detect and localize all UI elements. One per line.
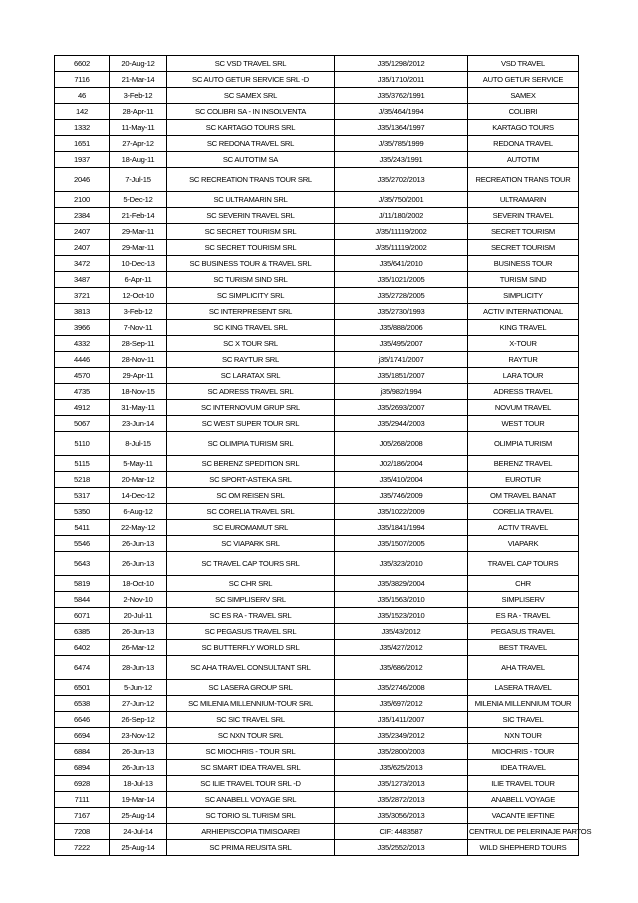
- company-name-cell: SC OLIMPIA TURISM SRL: [167, 432, 335, 456]
- license-number-cell: 1651: [55, 136, 110, 152]
- issue-date-cell: 28-Apr-11: [110, 104, 167, 120]
- issue-date-cell: 3-Feb-12: [110, 304, 167, 320]
- table-row: [55, 368, 579, 384]
- license-number-cell: 7222: [55, 840, 110, 856]
- brand-name-cell: ES RA - TRAVEL: [468, 608, 579, 624]
- company-name-cell: SC OM REISEN SRL: [167, 488, 335, 504]
- company-name-cell: SC KING TRAVEL SRL: [167, 320, 335, 336]
- company-name-cell: SC BUSINESS TOUR & TRAVEL SRL: [167, 256, 335, 272]
- brand-name-cell: ULTRAMARIN: [468, 192, 579, 208]
- registration-number-cell: J35/2730/1993: [335, 304, 468, 320]
- brand-name-cell: ILIE TRAVEL TOUR: [468, 776, 579, 792]
- table-row: [55, 256, 579, 272]
- issue-date-cell: 7-Nov-11: [110, 320, 167, 336]
- company-name-cell: SC X TOUR SRL: [167, 336, 335, 352]
- brand-name-cell: BUSINESS TOUR: [468, 256, 579, 272]
- table-row: [55, 432, 579, 456]
- table-row: [55, 728, 579, 744]
- company-name-cell: SC LASERA GROUP SRL: [167, 680, 335, 696]
- issue-date-cell: 29-Mar-11: [110, 240, 167, 256]
- brand-name-cell: ACTIV INTERNATIONAL: [468, 304, 579, 320]
- brand-name-cell: WEST TOUR: [468, 416, 579, 432]
- issue-date-cell: 26-Jun-13: [110, 552, 167, 576]
- issue-date-cell: 18-Jul-13: [110, 776, 167, 792]
- company-name-cell: SC SIMPLICITY SRL: [167, 288, 335, 304]
- registration-number-cell: J35/2349/2012: [335, 728, 468, 744]
- company-name-cell: SC RECREATION TRANS TOUR SRL: [167, 168, 335, 192]
- table-row: [55, 224, 579, 240]
- registration-number-cell: J02/186/2004: [335, 456, 468, 472]
- brand-name-cell: ANABELL VOYAGE: [468, 792, 579, 808]
- table-row: [55, 488, 579, 504]
- table-row: [55, 608, 579, 624]
- registration-number-cell: J35/410/2004: [335, 472, 468, 488]
- license-number-cell: 6501: [55, 680, 110, 696]
- license-number-cell: 6646: [55, 712, 110, 728]
- company-name-cell: SC PRIMA REUSITA SRL: [167, 840, 335, 856]
- registration-number-cell: J35/625/2013: [335, 760, 468, 776]
- registration-number-cell: J35/1851/2007: [335, 368, 468, 384]
- brand-name-cell: IDEA TRAVEL: [468, 760, 579, 776]
- issue-date-cell: 3-Feb-12: [110, 88, 167, 104]
- issue-date-cell: 21-Mar-14: [110, 72, 167, 88]
- company-name-cell: SC ULTRAMARIN SRL: [167, 192, 335, 208]
- brand-name-cell: BERENZ TRAVEL: [468, 456, 579, 472]
- registration-number-cell: J35/43/2012: [335, 624, 468, 640]
- brand-name-cell: KARTAGO TOURS: [468, 120, 579, 136]
- registration-number-cell: J35/1021/2005: [335, 272, 468, 288]
- company-name-cell: SC AUTO GETUR SERVICE SRL -D: [167, 72, 335, 88]
- brand-name-cell: WILD SHEPHERD TOURS: [468, 840, 579, 856]
- company-name-cell: SC ADRESS TRAVEL SRL: [167, 384, 335, 400]
- company-name-cell: SC TORIO SL TURISM SRL: [167, 808, 335, 824]
- company-name-cell: SC TRAVEL CAP TOURS SRL: [167, 552, 335, 576]
- brand-name-cell: X-TOUR: [468, 336, 579, 352]
- issue-date-cell: 18-Nov-15: [110, 384, 167, 400]
- table-row: [55, 320, 579, 336]
- license-number-cell: 6385: [55, 624, 110, 640]
- registration-number-cell: J35/686/2012: [335, 656, 468, 680]
- table-row: [55, 552, 579, 576]
- license-number-cell: 7116: [55, 72, 110, 88]
- brand-name-cell: AUTO GETUR SERVICE: [468, 72, 579, 88]
- table-row: [55, 288, 579, 304]
- registration-number-cell: J/35/750/2001: [335, 192, 468, 208]
- license-number-cell: 46: [55, 88, 110, 104]
- table-row: [55, 504, 579, 520]
- registration-number-cell: J35/2800/2003: [335, 744, 468, 760]
- registration-number-cell: J35/1507/2005: [335, 536, 468, 552]
- license-number-cell: 4570: [55, 368, 110, 384]
- issue-date-cell: 31-May-11: [110, 400, 167, 416]
- company-name-cell: SC COLIBRI SA - IN INSOLVENTA: [167, 104, 335, 120]
- license-number-cell: 5643: [55, 552, 110, 576]
- company-name-cell: ARHIEPISCOPIA TIMISOAREI: [167, 824, 335, 840]
- license-number-cell: 5110: [55, 432, 110, 456]
- license-number-cell: 1937: [55, 152, 110, 168]
- company-name-cell: SC VSD TRAVEL SRL: [167, 56, 335, 72]
- license-number-cell: 4912: [55, 400, 110, 416]
- license-number-cell: 4735: [55, 384, 110, 400]
- brand-name-cell: SAMEX: [468, 88, 579, 104]
- issue-date-cell: 28-Sep-11: [110, 336, 167, 352]
- issue-date-cell: 23-Jun-14: [110, 416, 167, 432]
- company-name-cell: SC ES RA - TRAVEL SRL: [167, 608, 335, 624]
- brand-name-cell: TURISM SIND: [468, 272, 579, 288]
- company-name-cell: SC AUTOTIM SA: [167, 152, 335, 168]
- brand-name-cell: CHR: [468, 576, 579, 592]
- registration-number-cell: J35/427/2012: [335, 640, 468, 656]
- registration-number-cell: J35/1022/2009: [335, 504, 468, 520]
- company-name-cell: SC SPORT-ASTEKA SRL: [167, 472, 335, 488]
- table-row: [55, 104, 579, 120]
- registration-number-cell: J35/3056/2013: [335, 808, 468, 824]
- table-row: [55, 456, 579, 472]
- company-name-cell: SC SEVERIN TRAVEL SRL: [167, 208, 335, 224]
- license-number-cell: 6602: [55, 56, 110, 72]
- license-number-cell: 5411: [55, 520, 110, 536]
- brand-name-cell: NOVUM TRAVEL: [468, 400, 579, 416]
- registration-number-cell: J35/1710/2011: [335, 72, 468, 88]
- license-number-cell: 142: [55, 104, 110, 120]
- table-row: [55, 536, 579, 552]
- issue-date-cell: 23-Nov-12: [110, 728, 167, 744]
- registration-number-cell: J35/2552/2013: [335, 840, 468, 856]
- table-row: [55, 208, 579, 224]
- issue-date-cell: 2-Nov-10: [110, 592, 167, 608]
- issue-date-cell: 14-Dec-12: [110, 488, 167, 504]
- registration-number-cell: J35/1841/1994: [335, 520, 468, 536]
- company-name-cell: SC TURISM SIND SRL: [167, 272, 335, 288]
- registration-number-cell: J35/3762/1991: [335, 88, 468, 104]
- table-row: [55, 680, 579, 696]
- license-number-cell: 3721: [55, 288, 110, 304]
- registration-number-cell: J35/697/2012: [335, 696, 468, 712]
- license-number-cell: 7208: [55, 824, 110, 840]
- license-number-cell: 3487: [55, 272, 110, 288]
- issue-date-cell: 25-Aug-14: [110, 808, 167, 824]
- issue-date-cell: 18-Oct-10: [110, 576, 167, 592]
- license-number-cell: 6884: [55, 744, 110, 760]
- license-number-cell: 6071: [55, 608, 110, 624]
- company-name-cell: SC INTERPRESENT SRL: [167, 304, 335, 320]
- table-row: [55, 336, 579, 352]
- brand-name-cell: SIMPLICITY: [468, 288, 579, 304]
- table-row: [55, 776, 579, 792]
- issue-date-cell: 10-Dec-13: [110, 256, 167, 272]
- company-name-cell: SC NXN TOUR SRL: [167, 728, 335, 744]
- company-name-cell: SC VIAPARK SRL: [167, 536, 335, 552]
- license-number-cell: 2100: [55, 192, 110, 208]
- registration-number-cell: J35/2702/2013: [335, 168, 468, 192]
- company-name-cell: SC ILIE TRAVEL TOUR SRL -D: [167, 776, 335, 792]
- issue-date-cell: 28-Jun-13: [110, 656, 167, 680]
- issue-date-cell: 5-Dec-12: [110, 192, 167, 208]
- license-number-cell: 2384: [55, 208, 110, 224]
- table-row: [55, 760, 579, 776]
- brand-name-cell: NXN TOUR: [468, 728, 579, 744]
- brand-name-cell: CORELIA TRAVEL: [468, 504, 579, 520]
- license-number-cell: 4446: [55, 352, 110, 368]
- issue-date-cell: 21-Feb-14: [110, 208, 167, 224]
- brand-name-cell: VACANTE IEFTINE: [468, 808, 579, 824]
- registration-number-cell: J/35/11119/2002: [335, 240, 468, 256]
- license-number-cell: 5819: [55, 576, 110, 592]
- license-number-cell: 3472: [55, 256, 110, 272]
- registration-number-cell: J35/243/1991: [335, 152, 468, 168]
- issue-date-cell: 5-May-11: [110, 456, 167, 472]
- issue-date-cell: 26-Mar-12: [110, 640, 167, 656]
- license-number-cell: 6538: [55, 696, 110, 712]
- issue-date-cell: 20-Mar-12: [110, 472, 167, 488]
- license-number-cell: 2046: [55, 168, 110, 192]
- table-row: [55, 72, 579, 88]
- brand-name-cell: KING TRAVEL: [468, 320, 579, 336]
- brand-name-cell: AUTOTIM: [468, 152, 579, 168]
- brand-name-cell: SECRET TOURISM: [468, 240, 579, 256]
- table-row: [55, 744, 579, 760]
- table-row: [55, 576, 579, 592]
- brand-name-cell: VSD TRAVEL: [468, 56, 579, 72]
- issue-date-cell: 12-Oct-10: [110, 288, 167, 304]
- table-row: [55, 240, 579, 256]
- table-row: [55, 56, 579, 72]
- registration-number-cell: J35/746/2009: [335, 488, 468, 504]
- registration-number-cell: J35/641/2010: [335, 256, 468, 272]
- license-number-cell: 4332: [55, 336, 110, 352]
- issue-date-cell: 6-Aug-12: [110, 504, 167, 520]
- brand-name-cell: EUROTUR: [468, 472, 579, 488]
- registration-number-cell: J/35/464/1994: [335, 104, 468, 120]
- company-name-cell: SC INTERNOVUM GRUP SRL: [167, 400, 335, 416]
- license-number-cell: 6474: [55, 656, 110, 680]
- company-name-cell: SC CHR SRL: [167, 576, 335, 592]
- registration-number-cell: J35/2944/2003: [335, 416, 468, 432]
- brand-name-cell: CENTRUL DE PELERINAJE PARTOS: [468, 824, 579, 840]
- table-row: [55, 416, 579, 432]
- agency-registry-table: [54, 55, 592, 856]
- issue-date-cell: 11-May-11: [110, 120, 167, 136]
- brand-name-cell: MIOCHRIS - TOUR: [468, 744, 579, 760]
- issue-date-cell: 26-Sep-12: [110, 712, 167, 728]
- company-name-cell: SC SAMEX SRL: [167, 88, 335, 104]
- brand-name-cell: LARA TOUR: [468, 368, 579, 384]
- license-number-cell: 5218: [55, 472, 110, 488]
- issue-date-cell: 25-Aug-14: [110, 840, 167, 856]
- company-name-cell: SC SIMPLISERV SRL: [167, 592, 335, 608]
- license-number-cell: 5350: [55, 504, 110, 520]
- registration-number-cell: J35/1411/2007: [335, 712, 468, 728]
- table-row: [55, 824, 579, 840]
- license-number-cell: 2407: [55, 224, 110, 240]
- registration-number-cell: J/11/180/2002: [335, 208, 468, 224]
- table-row: [55, 792, 579, 808]
- table-row: [55, 400, 579, 416]
- license-number-cell: 5546: [55, 536, 110, 552]
- issue-date-cell: 27-Jun-12: [110, 696, 167, 712]
- brand-name-cell: AHA TRAVEL: [468, 656, 579, 680]
- company-name-cell: SC MILENIA MILLENNIUM-TOUR SRL: [167, 696, 335, 712]
- table-row: [55, 840, 579, 856]
- company-name-cell: SC PEGASUS TRAVEL SRL: [167, 624, 335, 640]
- brand-name-cell: OLIMPIA TURISM: [468, 432, 579, 456]
- issue-date-cell: 26-Jun-13: [110, 760, 167, 776]
- registration-number-cell: J35/2693/2007: [335, 400, 468, 416]
- brand-name-cell: OM TRAVEL BANAT: [468, 488, 579, 504]
- registration-number-cell: J35/1563/2010: [335, 592, 468, 608]
- license-number-cell: 7167: [55, 808, 110, 824]
- license-number-cell: 6894: [55, 760, 110, 776]
- company-name-cell: SC BUTTERFLY WORLD SRL: [167, 640, 335, 656]
- issue-date-cell: 20-Aug-12: [110, 56, 167, 72]
- issue-date-cell: 18-Aug-11: [110, 152, 167, 168]
- table-row: [55, 168, 579, 192]
- table-row: [55, 384, 579, 400]
- company-name-cell: SC BERENZ SPEDITION SRL: [167, 456, 335, 472]
- registration-number-cell: CIF: 4483587: [335, 824, 468, 840]
- table-row: [55, 520, 579, 536]
- registration-number-cell: J/35/11119/2002: [335, 224, 468, 240]
- issue-date-cell: 26-Jun-13: [110, 624, 167, 640]
- table-row: [55, 656, 579, 680]
- registration-number-cell: J35/1364/1997: [335, 120, 468, 136]
- company-name-cell: SC SMART IDEA TRAVEL SRL: [167, 760, 335, 776]
- brand-name-cell: ACTIV TRAVEL: [468, 520, 579, 536]
- registration-number-cell: J35/1273/2013: [335, 776, 468, 792]
- brand-name-cell: COLIBRI: [468, 104, 579, 120]
- table-row: [55, 120, 579, 136]
- registration-number-cell: J35/2746/2008: [335, 680, 468, 696]
- brand-name-cell: BEST TRAVEL: [468, 640, 579, 656]
- table-row: [55, 696, 579, 712]
- brand-name-cell: TRAVEL CAP TOURS: [468, 552, 579, 576]
- registration-number-cell: J35/495/2007: [335, 336, 468, 352]
- company-name-cell: SC AHA TRAVEL CONSULTANT SRL: [167, 656, 335, 680]
- table-row: [55, 304, 579, 320]
- company-name-cell: SC SIC TRAVEL SRL: [167, 712, 335, 728]
- registration-number-cell: J35/2728/2005: [335, 288, 468, 304]
- license-number-cell: 5844: [55, 592, 110, 608]
- company-name-cell: SC WEST SUPER TOUR SRL: [167, 416, 335, 432]
- issue-date-cell: 19-Mar-14: [110, 792, 167, 808]
- issue-date-cell: 5-Jun-12: [110, 680, 167, 696]
- table-row: [55, 192, 579, 208]
- company-name-cell: SC RAYTUR SRL: [167, 352, 335, 368]
- license-number-cell: 7111: [55, 792, 110, 808]
- license-number-cell: 6694: [55, 728, 110, 744]
- registration-number-cell: J35/1298/2012: [335, 56, 468, 72]
- brand-name-cell: SECRET TOURISM: [468, 224, 579, 240]
- registration-number-cell: J35/323/2010: [335, 552, 468, 576]
- company-name-cell: SC ANABELL VOYAGE SRL: [167, 792, 335, 808]
- table-row: [55, 592, 579, 608]
- brand-name-cell: SIC TRAVEL: [468, 712, 579, 728]
- issue-date-cell: 27-Apr-12: [110, 136, 167, 152]
- company-name-cell: SC SECRET TOURISM SRL: [167, 240, 335, 256]
- brand-name-cell: LASERA TRAVEL: [468, 680, 579, 696]
- table-row: [55, 808, 579, 824]
- brand-name-cell: SIMPLISERV: [468, 592, 579, 608]
- registration-number-cell: j35/982/1994: [335, 384, 468, 400]
- registration-number-cell: J35/2872/2013: [335, 792, 468, 808]
- issue-date-cell: 29-Apr-11: [110, 368, 167, 384]
- company-name-cell: SC SECRET TOURISM SRL: [167, 224, 335, 240]
- issue-date-cell: 24-Jul-14: [110, 824, 167, 840]
- table-row: [55, 136, 579, 152]
- issue-date-cell: 6-Apr-11: [110, 272, 167, 288]
- license-number-cell: 3966: [55, 320, 110, 336]
- license-number-cell: 5067: [55, 416, 110, 432]
- license-number-cell: 3813: [55, 304, 110, 320]
- table-row: [55, 712, 579, 728]
- company-name-cell: SC LARATAX SRL: [167, 368, 335, 384]
- table-row: [55, 352, 579, 368]
- issue-date-cell: 29-Mar-11: [110, 224, 167, 240]
- brand-name-cell: RECREATION TRANS TOUR: [468, 168, 579, 192]
- company-name-cell: SC EUROMAMUT SRL: [167, 520, 335, 536]
- brand-name-cell: PEGASUS TRAVEL: [468, 624, 579, 640]
- table-row: [55, 152, 579, 168]
- license-number-cell: 1332: [55, 120, 110, 136]
- license-number-cell: 6928: [55, 776, 110, 792]
- brand-name-cell: SEVERIN TRAVEL: [468, 208, 579, 224]
- table-row: [55, 88, 579, 104]
- table-row: [55, 624, 579, 640]
- company-name-cell: SC REDONA TRAVEL SRL: [167, 136, 335, 152]
- brand-name-cell: RAYTUR: [468, 352, 579, 368]
- issue-date-cell: 26-Jun-13: [110, 744, 167, 760]
- issue-date-cell: 28-Nov-11: [110, 352, 167, 368]
- brand-name-cell: ADRESS TRAVEL: [468, 384, 579, 400]
- company-name-cell: SC CORELIA TRAVEL SRL: [167, 504, 335, 520]
- registration-number-cell: j35/1741/2007: [335, 352, 468, 368]
- table-row: [55, 640, 579, 656]
- brand-name-cell: REDONA TRAVEL: [468, 136, 579, 152]
- brand-name-cell: MILENIA MILLENNIUM TOUR: [468, 696, 579, 712]
- issue-date-cell: 26-Jun-13: [110, 536, 167, 552]
- registration-number-cell: J05/268/2008: [335, 432, 468, 456]
- table-row: [55, 472, 579, 488]
- registration-number-cell: J/35/785/1999: [335, 136, 468, 152]
- registration-number-cell: J35/888/2006: [335, 320, 468, 336]
- license-number-cell: 6402: [55, 640, 110, 656]
- issue-date-cell: 20-Jul-11: [110, 608, 167, 624]
- table-body: [55, 56, 592, 856]
- issue-date-cell: 8-Jul-15: [110, 432, 167, 456]
- company-name-cell: SC MIOCHRIS - TOUR SRL: [167, 744, 335, 760]
- issue-date-cell: 22-May-12: [110, 520, 167, 536]
- table-row: [55, 272, 579, 288]
- license-number-cell: 2407: [55, 240, 110, 256]
- license-number-cell: 5115: [55, 456, 110, 472]
- license-number-cell: 5317: [55, 488, 110, 504]
- company-name-cell: SC KARTAGO TOURS SRL: [167, 120, 335, 136]
- registration-number-cell: J35/1523/2010: [335, 608, 468, 624]
- registration-number-cell: J35/3829/2004: [335, 576, 468, 592]
- brand-name-cell: VIAPARK: [468, 536, 579, 552]
- issue-date-cell: 7-Jul-15: [110, 168, 167, 192]
